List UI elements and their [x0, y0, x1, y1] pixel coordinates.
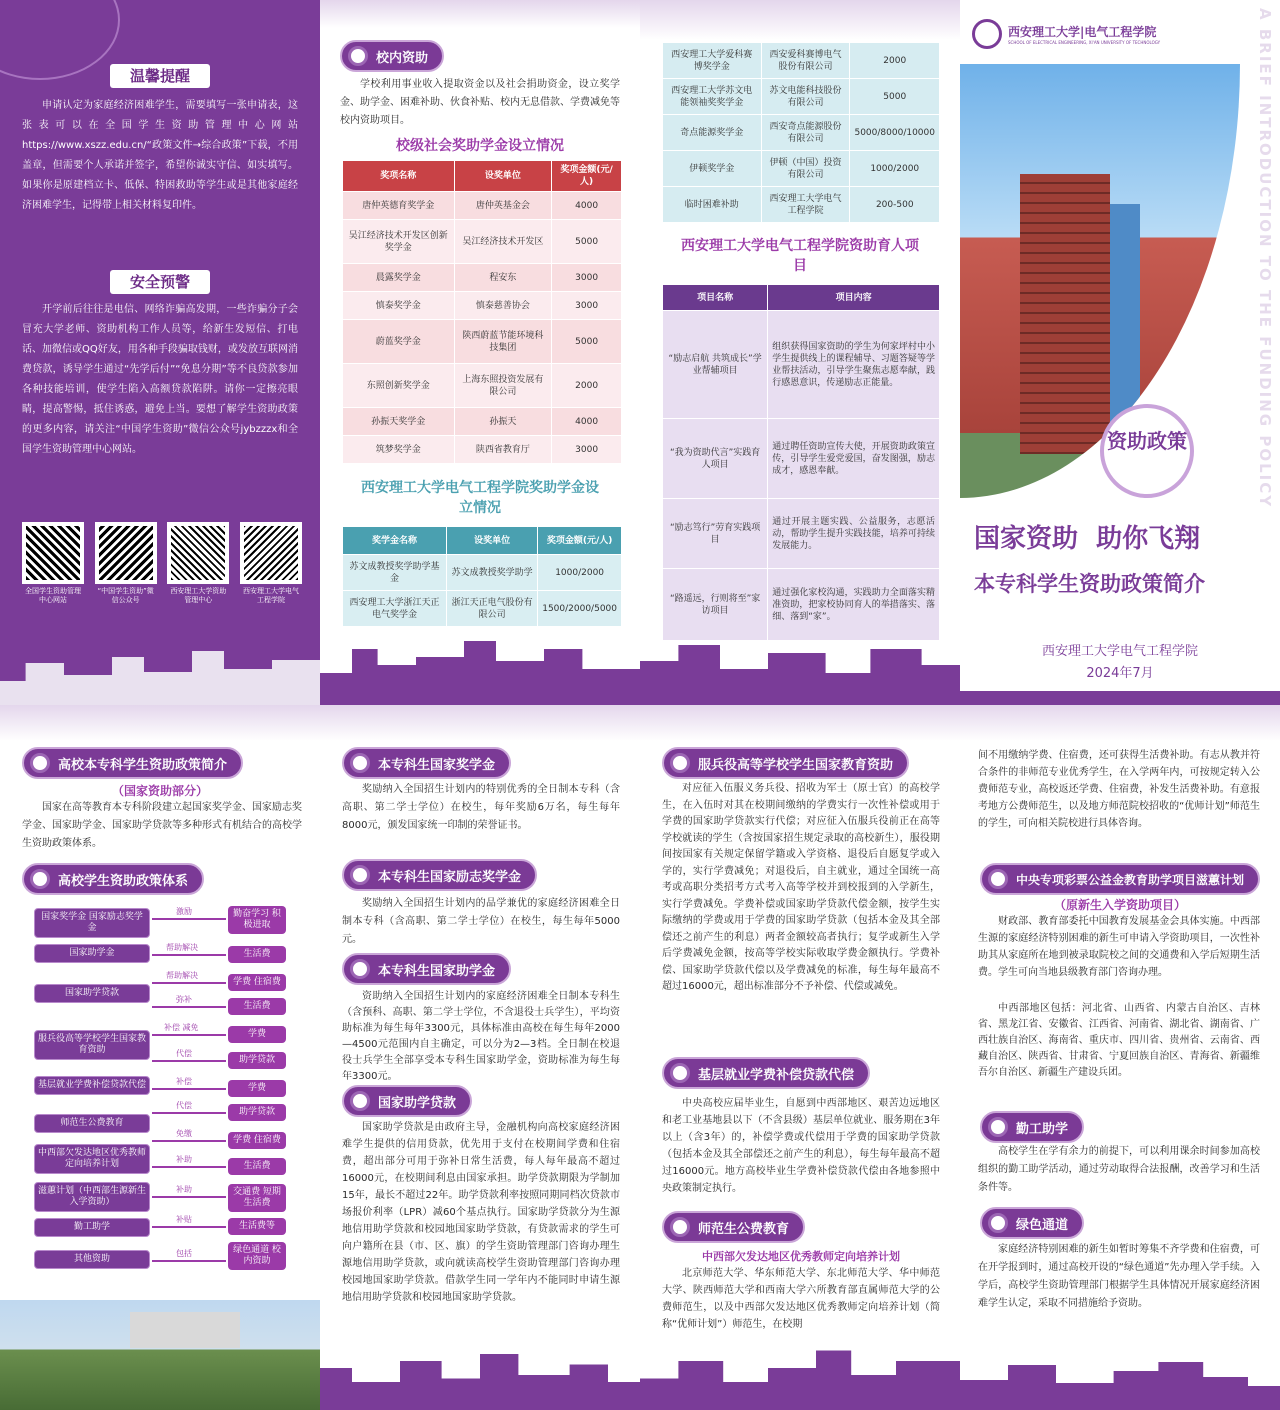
- col3-t2: 基层就业学费补偿贷款代偿: [662, 1057, 870, 1089]
- emblem-icon: [670, 753, 690, 773]
- flow-left-item: 其他资助: [34, 1250, 150, 1269]
- social-scholarship-table: 奖项名称 设奖单位 奖项金额(元/人) 唐仲英德育奖学金 唐仲英基金会 4000 吴江经济技术开发区创新奖学金 吴江经济技术开发区 5000 晨露奖学金 程安东 3000 慎泰奖学金 慎泰慈善协会 3000 蔚蓝奖学金 陕西蔚蓝节能环境科技集团 5000 东照创新奖学金 上海东照投资发展有限公司 2000 孙振天奖学金 孙振天 4000 筑梦奖学金 陕西省教育厅 3000: [342, 160, 622, 464]
- table-row: 筑梦奖学金 陕西省教育厅 3000: [343, 436, 622, 464]
- col3-p3: 北京师范大学、华东师范大学、东北师范大学、华中师范大学、陕西师范大学和西南大学六所教育部直属师范大学的公费师范生，以及中西部欠发达地区优秀教师定向培养计划（简称“优师计划”）师范生，在校期: [662, 1268, 940, 1330]
- intro-text: 学校利用事业收入提取资金以及社会捐助资金，设立奖学金、助学金、困难补助、伙食补贴、校内无息借款、学费减免等校内资助项目。: [340, 79, 620, 126]
- table-row: 慎泰奖学金 慎泰慈善协会 3000: [343, 292, 622, 320]
- table-row: 苏文成教授奖学助学基金 苏文成教授奖学助学 1000/2000: [343, 555, 622, 591]
- college-scholarship-table: 奖学金名称 设奖单位 奖项金额(元/人) 苏文成教授奖学助学基金 苏文成教授奖学助学 1000/2000 西安理工大学浙江天正电气奖学金 浙江天正电气股份有限公司 1500/2000/5000: [342, 526, 622, 627]
- mid-panel: [320, 0, 640, 705]
- flow-right-item: 生活费: [228, 946, 286, 963]
- skyline-illustration: [960, 1350, 1280, 1410]
- table-row: 西安理工大学苏文电能领袖奖奖学金 苏文电能科技股份有限公司 5000: [663, 79, 940, 115]
- table-row: 吴江经济技术开发区创新奖学金 吴江经济技术开发区 5000: [343, 220, 622, 264]
- table-row: 西安理工大学浙江天正电气奖学金 浙江天正电气股份有限公司 1500/2000/5000: [343, 591, 622, 627]
- cover-panel: [960, 0, 1280, 705]
- flow-left-item: 师范生公费教育: [34, 1114, 150, 1133]
- table-row: “励志笃行”劳育实践项目 通过开展主题实践、公益服务，志愿活动，帮助学生提升实践技能，培养可持续发展能力。: [663, 499, 940, 569]
- building-photo: [960, 64, 1240, 498]
- table-row: “路遥远，行则将至”家访项目 通过强化家校沟通，实践助力全面落实精准资助，把家校协同育人的举措落实、落细、落到“家”。: [663, 569, 940, 641]
- table-row: 孙振天奖学金 孙振天 4000: [343, 408, 622, 436]
- flow-left-item: 服兵役高等学校学生国家教育资助: [34, 1030, 150, 1060]
- col3-sub3: 中西部欠发达地区优秀教师定向培养计划: [702, 1250, 900, 1263]
- col4-p0: 间不用缴纳学费、住宿费，还可获得生活费补助。有志从教并符合条件的非师范专业优秀学生，在入学两年内，可按规定转入公费师范专业，高校返还学费、住宿费，补发生活费补助。有意报考地方公费师范生，以及地方师范院校招收的“优师计划”师范生的学生，可向相关院校进行具体咨询。: [978, 750, 1260, 829]
- emblem-icon: [350, 959, 370, 979]
- table-row: 西安理工大学爱科赛博奖学金 西安爱科赛博电气股份有限公司 2000: [663, 43, 940, 79]
- bottom-col-2: [320, 705, 640, 1410]
- col1-text: 国家在高等教育本专科阶段建立起国家奖学金、国家励志奖学金、国家助学金、国家助学贷款等多种形式有机结合的高校学生资助政策体系。: [22, 802, 302, 849]
- flow-left-item: 滋蕙计划（中西部生源新生入学资助）: [34, 1182, 150, 1212]
- table2-title: 西安理工大学电气工程学院奖助学金设立情况: [361, 480, 599, 516]
- table1-title: 校级社会奖助学金设立情况: [396, 138, 564, 154]
- table-row: 伊顿奖学金 伊顿（中国）投资有限公司 1000/2000: [663, 151, 940, 187]
- bottom-col-4: [960, 705, 1280, 1410]
- table-row: 临时困难补助 西安理工大学电气工程学院 200-500: [663, 187, 940, 223]
- col4-t2: 勤工助学: [980, 1111, 1084, 1143]
- emblem-icon: [348, 46, 368, 66]
- flow-right-item: 生活费等: [228, 1218, 286, 1235]
- vertical-english: A BRIEF INTRODUCTION TO THE FUNDING POLICY: [1256, 8, 1274, 509]
- bottom-col-1: [0, 705, 320, 1410]
- col2-t4: 国家助学贷款: [342, 1085, 472, 1117]
- flow-right-item: 生活费: [228, 998, 286, 1015]
- emblem-icon: [30, 753, 50, 773]
- tip-text: 申请认定为家庭经济困难学生，需要填写一张申请表，这张表可以在全国学生资助管理中心网站https://www.xszz.edu.cn/“政策文件→综合政策”下载，不用盖章，但需要个人承诺并签字，希望你诚实守信、如实填写。如果你是原建档立卡、低保、特困救助等学生或是其他家庭经济困难学生，记得带上相关材料复印件。: [22, 100, 298, 211]
- education-project-table: 项目名称 项目内容 “励志启航 共筑成长”学业帮辅项目 组织获得国家资助的学生为何家坪村中小学生提供线上的课程辅导、习题答疑等学业帮扶活动，引导学生聚焦志愿奉献，践行感恩意识，传递励志正能量。 “我为资助代言”实践育人项目 通过聘任资助宣传大使，开展资助政策宣传，引导学生爱党爱国，奋发图强，励志成才，感恩奉献。 “励志笃行”劳育实践项目 通过开展主题实践、公益服务，志愿活动，帮助学生提升实践技能，培养可持续发展能力。 “路遥远，行则将至”家访项目 通过强化家校沟通，实践助力全面落实精准资助，把家校协同育人的举措落实、落细、落到“家”。: [662, 284, 940, 641]
- policy-badge: 资助政策: [1100, 404, 1194, 498]
- flow-right-item: 交通费 短期生活费: [228, 1184, 286, 1212]
- emblem-icon: [350, 1091, 370, 1111]
- col1-title: 高校本专科学生资助政策简介: [22, 747, 243, 779]
- qr-code[interactable]: 西安理工大学资助管理中心: [167, 522, 229, 605]
- emblem-icon: [988, 869, 1008, 889]
- bottom-col-3: [640, 705, 960, 1410]
- section-title: 校内资助: [340, 40, 444, 72]
- col4-t1: 中央专项彩票公益金教育助学项目滋蕙计划: [980, 863, 1260, 895]
- table4-title: 西安理工大学电气工程学院资助育人项目: [681, 238, 919, 274]
- table-row: 蔚蓝奖学金 陕西蔚蓝节能环境科技集团 5000: [343, 320, 622, 364]
- col2-t1: 本专科生国家奖学金: [342, 747, 511, 779]
- flow-left-item: 国家助学贷款: [34, 984, 150, 1003]
- date: 2024年7月: [1086, 666, 1154, 681]
- col4-p1b: 中西部地区包括：河北省、山西省、内蒙古自治区、吉林省、黑龙江省、安徽省、江西省、河南省、湖北省、湖南省、广西壮族自治区、海南省、重庆市、四川省、贵州省、云南省、西藏自治区、陕西省、甘肃省、宁夏回族自治区、青海省、新疆维吾尔自治区、新疆生产建设兵团。: [978, 1003, 1260, 1078]
- flow-right-item: 绿色通道 校内资助: [228, 1242, 286, 1270]
- emblem-icon: [988, 1213, 1008, 1233]
- emblem-icon: [350, 753, 370, 773]
- skyline-illustration: [320, 625, 640, 705]
- emblem-icon: [972, 19, 1002, 49]
- col1-sub: （国家资助部分）: [111, 784, 209, 798]
- org-name: 西安理工大学电气工程学院: [1041, 644, 1198, 659]
- col4-t3: 绿色通道: [980, 1207, 1084, 1239]
- skyline-illustration: [320, 1340, 640, 1410]
- col4-p3: 家庭经济特别困难的新生如暂时筹集不齐学费和住宿费，可在开学报到时，通过高校开设的“绿色通道”先办理入学手续。入学后，高校学生资助管理部门根据学生具体情况开展家庭经济困难学生认定，采取不同措施给予资助。: [978, 1244, 1260, 1309]
- col1-title2: 高校学生资助政策体系: [22, 863, 204, 895]
- col3-t3: 师范生公费教育: [662, 1211, 805, 1243]
- col2-t2: 本专科生国家励志奖学金: [342, 859, 537, 891]
- subhead: 本专科学生资助政策简介: [974, 572, 1205, 596]
- emblem-icon: [670, 1217, 690, 1237]
- col4-p2: 高校学生在学有余力的前提下，可以利用课余时间参加高校组织的勤工助学活动，通过劳动取得合法报酬，改善学习和生活条件等。: [978, 1146, 1260, 1193]
- school-logo: 西安理工大学|电气工程学院 SCHOOL OF ELECTRICAL ENGINEERING, XI'AN UNIVERSITY OF TECHNOLOGY: [972, 14, 1212, 54]
- emblem-icon: [30, 869, 50, 889]
- col2-p3: 资助纳入全国招生计划内的家庭经济困难全日制本专科生（含预科、高职、第二学士学位，不含退役士兵学生），平均资助标准为每生每年3300元，具体标准由高校在每生每年2000—4500元范围内自主确定，可以分为2—3档。全日制在校退役士兵学生全部享受本专科生国家助学金，资助标准为每生每年3300元。: [342, 991, 620, 1082]
- qr-code[interactable]: 全国学生资助管理中心网站: [22, 522, 84, 605]
- flow-right-item: 学费 住宿费: [228, 974, 286, 991]
- skyline-illustration: [640, 1340, 960, 1410]
- flow-right-item: 学费: [228, 1026, 286, 1043]
- policy-flowchart: 国家奖学金 国家励志奖学金 国家助学金 国家助学贷款 服兵役高等学校学生国家教育资助 基层就业学费补偿贷款代偿 师范生公费教育 中西部欠发达地区优秀教师定向培养计划 滋蕙计划（中西部生源新生入学资助） 勤工助学 其他资助 激励 帮助解决 帮助解决 弥补 补偿 减免 代偿 补偿 代偿 免缴 补助 补助 补贴 包括 勤奋学习 积极进取 生活费 学费 住宿费 生活费 学费 助学贷款 学费 助学贷款 学费 住宿费 生活费 交通费 短期生活费 生活费等 绿色通道 校内资助: [0, 900, 320, 1300]
- table-row: “励志启航 共筑成长”学业帮辅项目 组织获得国家资助的学生为何家坪村中小学生提供线上的课程辅导、习题答疑等学业帮扶活动，引导学生聚焦志愿奉献，践行感恩意识，传递励志正能量。: [663, 311, 940, 419]
- col2-p2: 奖励纳入全国招生计划内的品学兼优的家庭经济困难全日制本专科（含高职、第二学士学位）在校生，每生每年5000元。: [342, 898, 620, 945]
- flow-left-item: 基层就业学费补偿贷款代偿: [34, 1076, 150, 1095]
- col3-t1: 服兵役高等学校学生国家教育资助: [662, 747, 909, 779]
- left-panel: [0, 0, 320, 705]
- emblem-icon: [350, 865, 370, 885]
- table-row: 晨露奖学金 程安东 3000: [343, 264, 622, 292]
- qr-code[interactable]: 西安理工大学电气工程学院: [240, 522, 302, 605]
- col2-t3: 本专科生国家助学金: [342, 953, 511, 985]
- flow-right-item: 助学贷款: [228, 1104, 286, 1121]
- emblem-icon: [988, 1117, 1008, 1137]
- safety-text: 开学前后往往是电信、网络诈骗高发期，一些诈骗分子会冒充大学老师、资助机构工作人员等，给新生发短信、打电话、加微信或QQ好友，用各种手段骗取钱财，或发放互联网消费贷款，诱导学生通过“先学后付”“免息分期”等不良贷款参加各种技能培训，使学生陷入高额贷款陷阱。请你一定擦亮眼睛，提高警惕，抵住诱惑，避免上当。要想了解学生资助政策的更多内容，请关注“中国学生资助”微信公众号jybzzzx和全国学生资助管理中心网站。: [22, 304, 298, 455]
- col4-p1: 财政部、教育部委托中国教育发展基金会具体实施。中西部生源的家庭经济特别困难的新生可申请入学资助项目，一次性补助其从家庭所在地到被录取院校之间的交通费和入学后短期生活费。学生可向当地县级教育部门咨询办理。: [978, 916, 1260, 978]
- flow-left-item: 勤工助学: [34, 1218, 150, 1237]
- col2-p1: 奖励纳入全国招生计划内的特别优秀的全日制本专科（含高职、第二学士学位）在校生，每年奖励6万名，每生每年8000元，颁发国家统一印制的荣誉证书。: [342, 784, 620, 831]
- table-row: “我为资助代言”实践育人项目 通过聘任资助宣传大使，开展资助政策宣传，引导学生爱党爱国，奋发图强，励志成才，感恩奉献。: [663, 419, 940, 499]
- qr-row: [22, 522, 302, 605]
- table-row: 东照创新奖学金 上海东照投资发展有限公司 2000: [343, 364, 622, 408]
- flow-right-item: 学费: [228, 1080, 286, 1097]
- campus-photo: [0, 1300, 320, 1410]
- tip-title: 温馨提醒: [110, 64, 210, 88]
- flow-right-item: 生活费: [228, 1158, 286, 1175]
- col3-p2: 中央高校应届毕业生，自愿到中西部地区、艰苦边远地区和老工业基地县以下（不含县级）基层单位就业、服务期在3年以上（含3年）的，补偿学费或代偿用于学费的国家助学贷款（包括本金及其全部偿还之前产生的利息），每生每年最高不超过16000元。地方高校毕业生学费补偿贷款代偿由各地参照中央政策制定执行。: [662, 1098, 940, 1194]
- flow-right-item: 学费 住宿费: [228, 1132, 286, 1149]
- safety-title: 安全预警: [110, 270, 210, 294]
- table-row: 奇点能源奖学金 西安奇点能源股份有限公司 5000/8000/10000: [663, 115, 940, 151]
- college-scholarship-table-continued: [662, 42, 940, 223]
- emblem-icon: [670, 1063, 690, 1083]
- headline: 国家资助 助你飞翔: [974, 524, 1201, 554]
- qr-code[interactable]: “中国学生资助”微信公众号: [95, 522, 157, 605]
- col2-p4: 国家助学贷款是由政府主导，金融机构向高校家庭经济困难学生提供的信用贷款，优先用于支付在校期间学费和住宿费，超出部分可用于弥补日常生活费，每人每年最高不超过16000元，在校期间利息由国家承担。助学贷款期限为学制加15年，最长不超过22年。助学贷款利率按照同期同档次贷款市场报价利率（LPR）减60个基点执行。国家助学贷款分为生源地信用助学贷款和校园地国家助学贷款，有贷款需求的学生可向户籍所在县（市、区、旗）的学生资助管理部门咨询办理生源地信用助学贷款，或向就读高校学生资助管理部门咨询办理校园地国家助学贷款。借款学生同一学年内不能同时申请生源地信用助学贷款和校园地国家助学贷款。: [342, 1122, 620, 1303]
- flow-right-item: 助学贷款: [228, 1052, 286, 1069]
- flow-right-item: 勤奋学习 积极进取: [228, 906, 286, 934]
- skyline-illustration: [0, 645, 320, 705]
- table-row: 唐仲英德育奖学金 唐仲英基金会 4000: [343, 192, 622, 220]
- flow-left-item: 国家助学金: [34, 944, 150, 963]
- right-mid-panel: [640, 0, 960, 705]
- flow-left-item: 中西部欠发达地区优秀教师定向培养计划: [34, 1144, 150, 1174]
- col3-p1: 对应征入伍服义务兵役、招收为军士（原士官）的高校学生，在入伍时对其在校期间缴纳的学费实行一次性补偿或用于学费的国家助学贷款实行代偿；对应征入伍服兵役前正在高等学校就读的学生（含按国家招生规定录取的高校新生），服役期间按国家有关规定保留学籍或入学资格、退役后自愿复学或入学的，实行学费减免；对退役后，自主就业，通过全国统一高考或高职分类招考方式考入高等学校并到校报到的入学新生，实行学费减免。学费补偿或国家助学贷款代偿金额，按学生实际缴纳的学费或用于学费的国家助学贷款（包括本金及其全部偿还之前产生的利息）两者金额较高者执行；复学或新生入学后学费减免金额，按高等学校实际收取学费金额执行。学费补偿、国家助学贷款代偿以及学费减免的标准，每生每年最高不超过16000元，超出标准部分不予补偿、代偿或减免。: [662, 783, 940, 992]
- col4-sub1: （原新生入学资助项目）: [1053, 898, 1187, 912]
- flow-left-item: 国家奖学金 国家励志奖学金: [34, 908, 150, 938]
